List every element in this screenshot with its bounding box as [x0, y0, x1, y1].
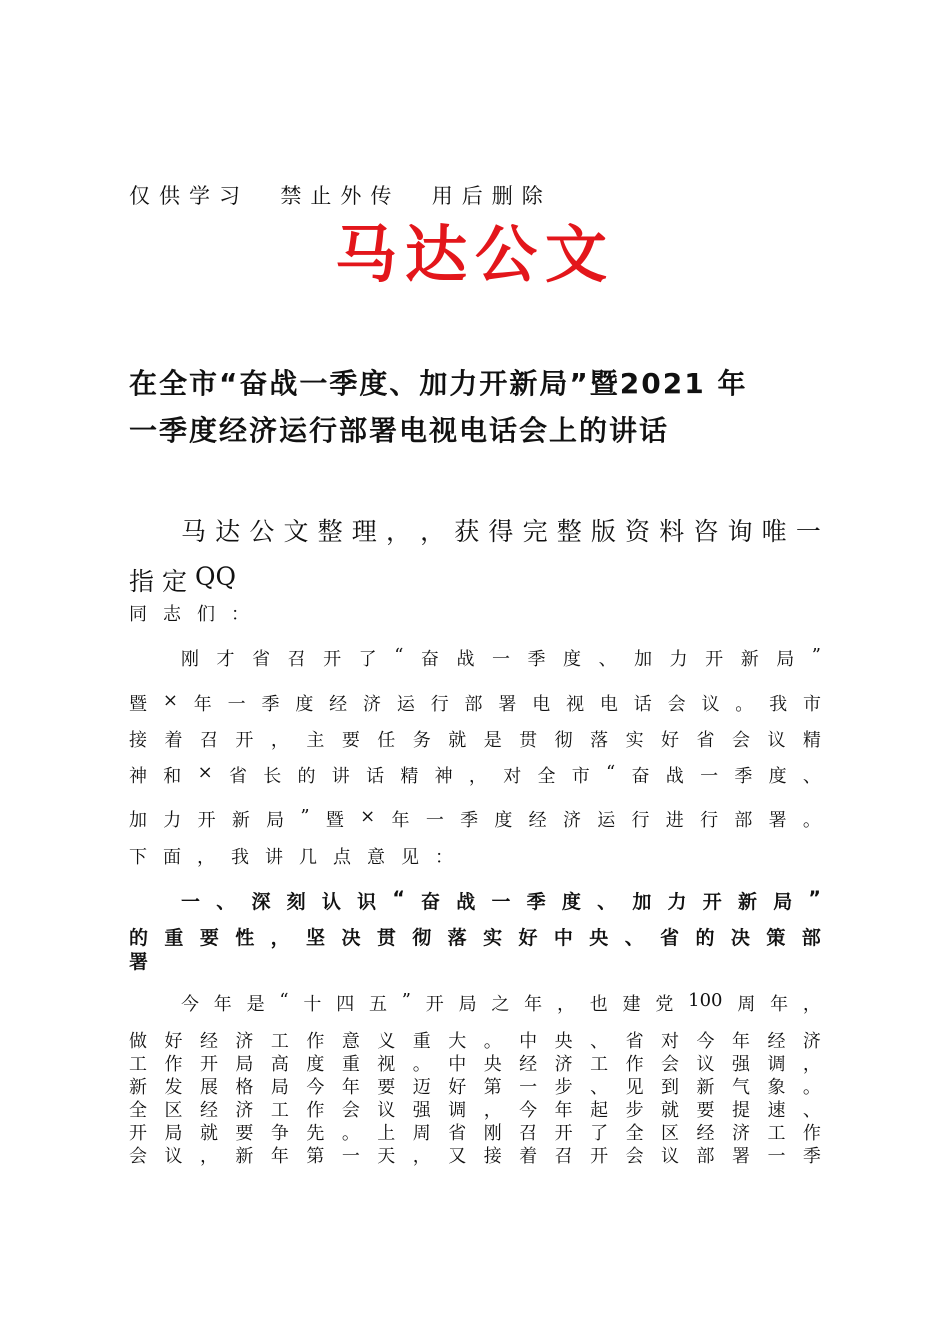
- body-line: 会 议 ， 新 年 第 一 天 ， 又 接 着 召 开 会 议 部 署 一 季: [129, 1146, 821, 1167]
- body-line: 开 局 就 要 争 先 。 上 周 省 刚 召 开 了 全 区 经 济 工 作: [129, 1123, 821, 1144]
- body-line: 加 力 开 新 局 ” 暨 × 年 一 季 度 经 济 运 行 进 行 部 署 。: [129, 806, 821, 831]
- usage-notice: 仅供学习 禁止外传 用后删除: [129, 184, 552, 208]
- speech-title-line-2: 一季度经济运行部署电视电话会上的讲话: [129, 414, 670, 447]
- body-line: 暨 × 年 一 季 度 经 济 运 行 部 署 电 视 电 话 会 议 。 我 市: [129, 690, 821, 715]
- body-line: 接 着 召 开 ， 主 要 任 务 就 是 贯 彻 落 实 好 省 会 议 精: [129, 730, 821, 751]
- body-line: 工 作 开 局 高 度 重 视 。 中 央 经 济 工 作 会 议 强 调 ，: [129, 1054, 821, 1075]
- body-line: 的 重 要 性 ， 坚 决 贯 彻 落 实 好 中 央 、 省 的 决 策 部: [129, 927, 821, 949]
- body-line: 下 面 ， 我 讲 几 点 意 见 ：: [129, 847, 453, 868]
- body-line: 做 好 经 济 工 作 意 义 重 大 。 中 央 、 省 对 今 年 经 济: [129, 1031, 821, 1052]
- body-line: 署: [129, 951, 149, 973]
- body-line: 新 发 展 格 局 今 年 要 迈 好 第 一 步 、 见 到 新 气 象 。: [129, 1077, 821, 1098]
- body-line: 马 达 公 文 整 理 ， ， 获 得 完 整 版 资 料 咨 询 唯 一: [181, 517, 821, 546]
- body-line: 刚 才 省 召 开 了 “ 奋 战 一 季 度 、 加 力 开 新 局 ”: [181, 645, 821, 670]
- body-line: 一 、 深 刻 认 识 “ 奋 战 一 季 度 、 加 力 开 新 局 ”: [181, 887, 821, 913]
- speech-title-line-1: 在全市“奋战一季度、加力开新局”暨2021 年: [129, 367, 748, 400]
- body-line: 神 和 × 省 长 的 讲 话 精 神 ， 对 全 市 “ 奋 战 一 季 度 、: [129, 762, 821, 787]
- body-line: 同 志 们 ：: [129, 604, 249, 625]
- body-line: 指 定 QQ: [129, 562, 237, 596]
- body-line: 全 区 经 济 工 作 会 议 强 调 ， 今 年 起 步 就 要 提 速 、: [129, 1100, 821, 1121]
- brand-watermark-title: 马达公文: [334, 218, 615, 291]
- body-line: 今 年 是 “ 十 四 五 ” 开 局 之 年 ， 也 建 党 100 周 年 ，: [181, 990, 821, 1015]
